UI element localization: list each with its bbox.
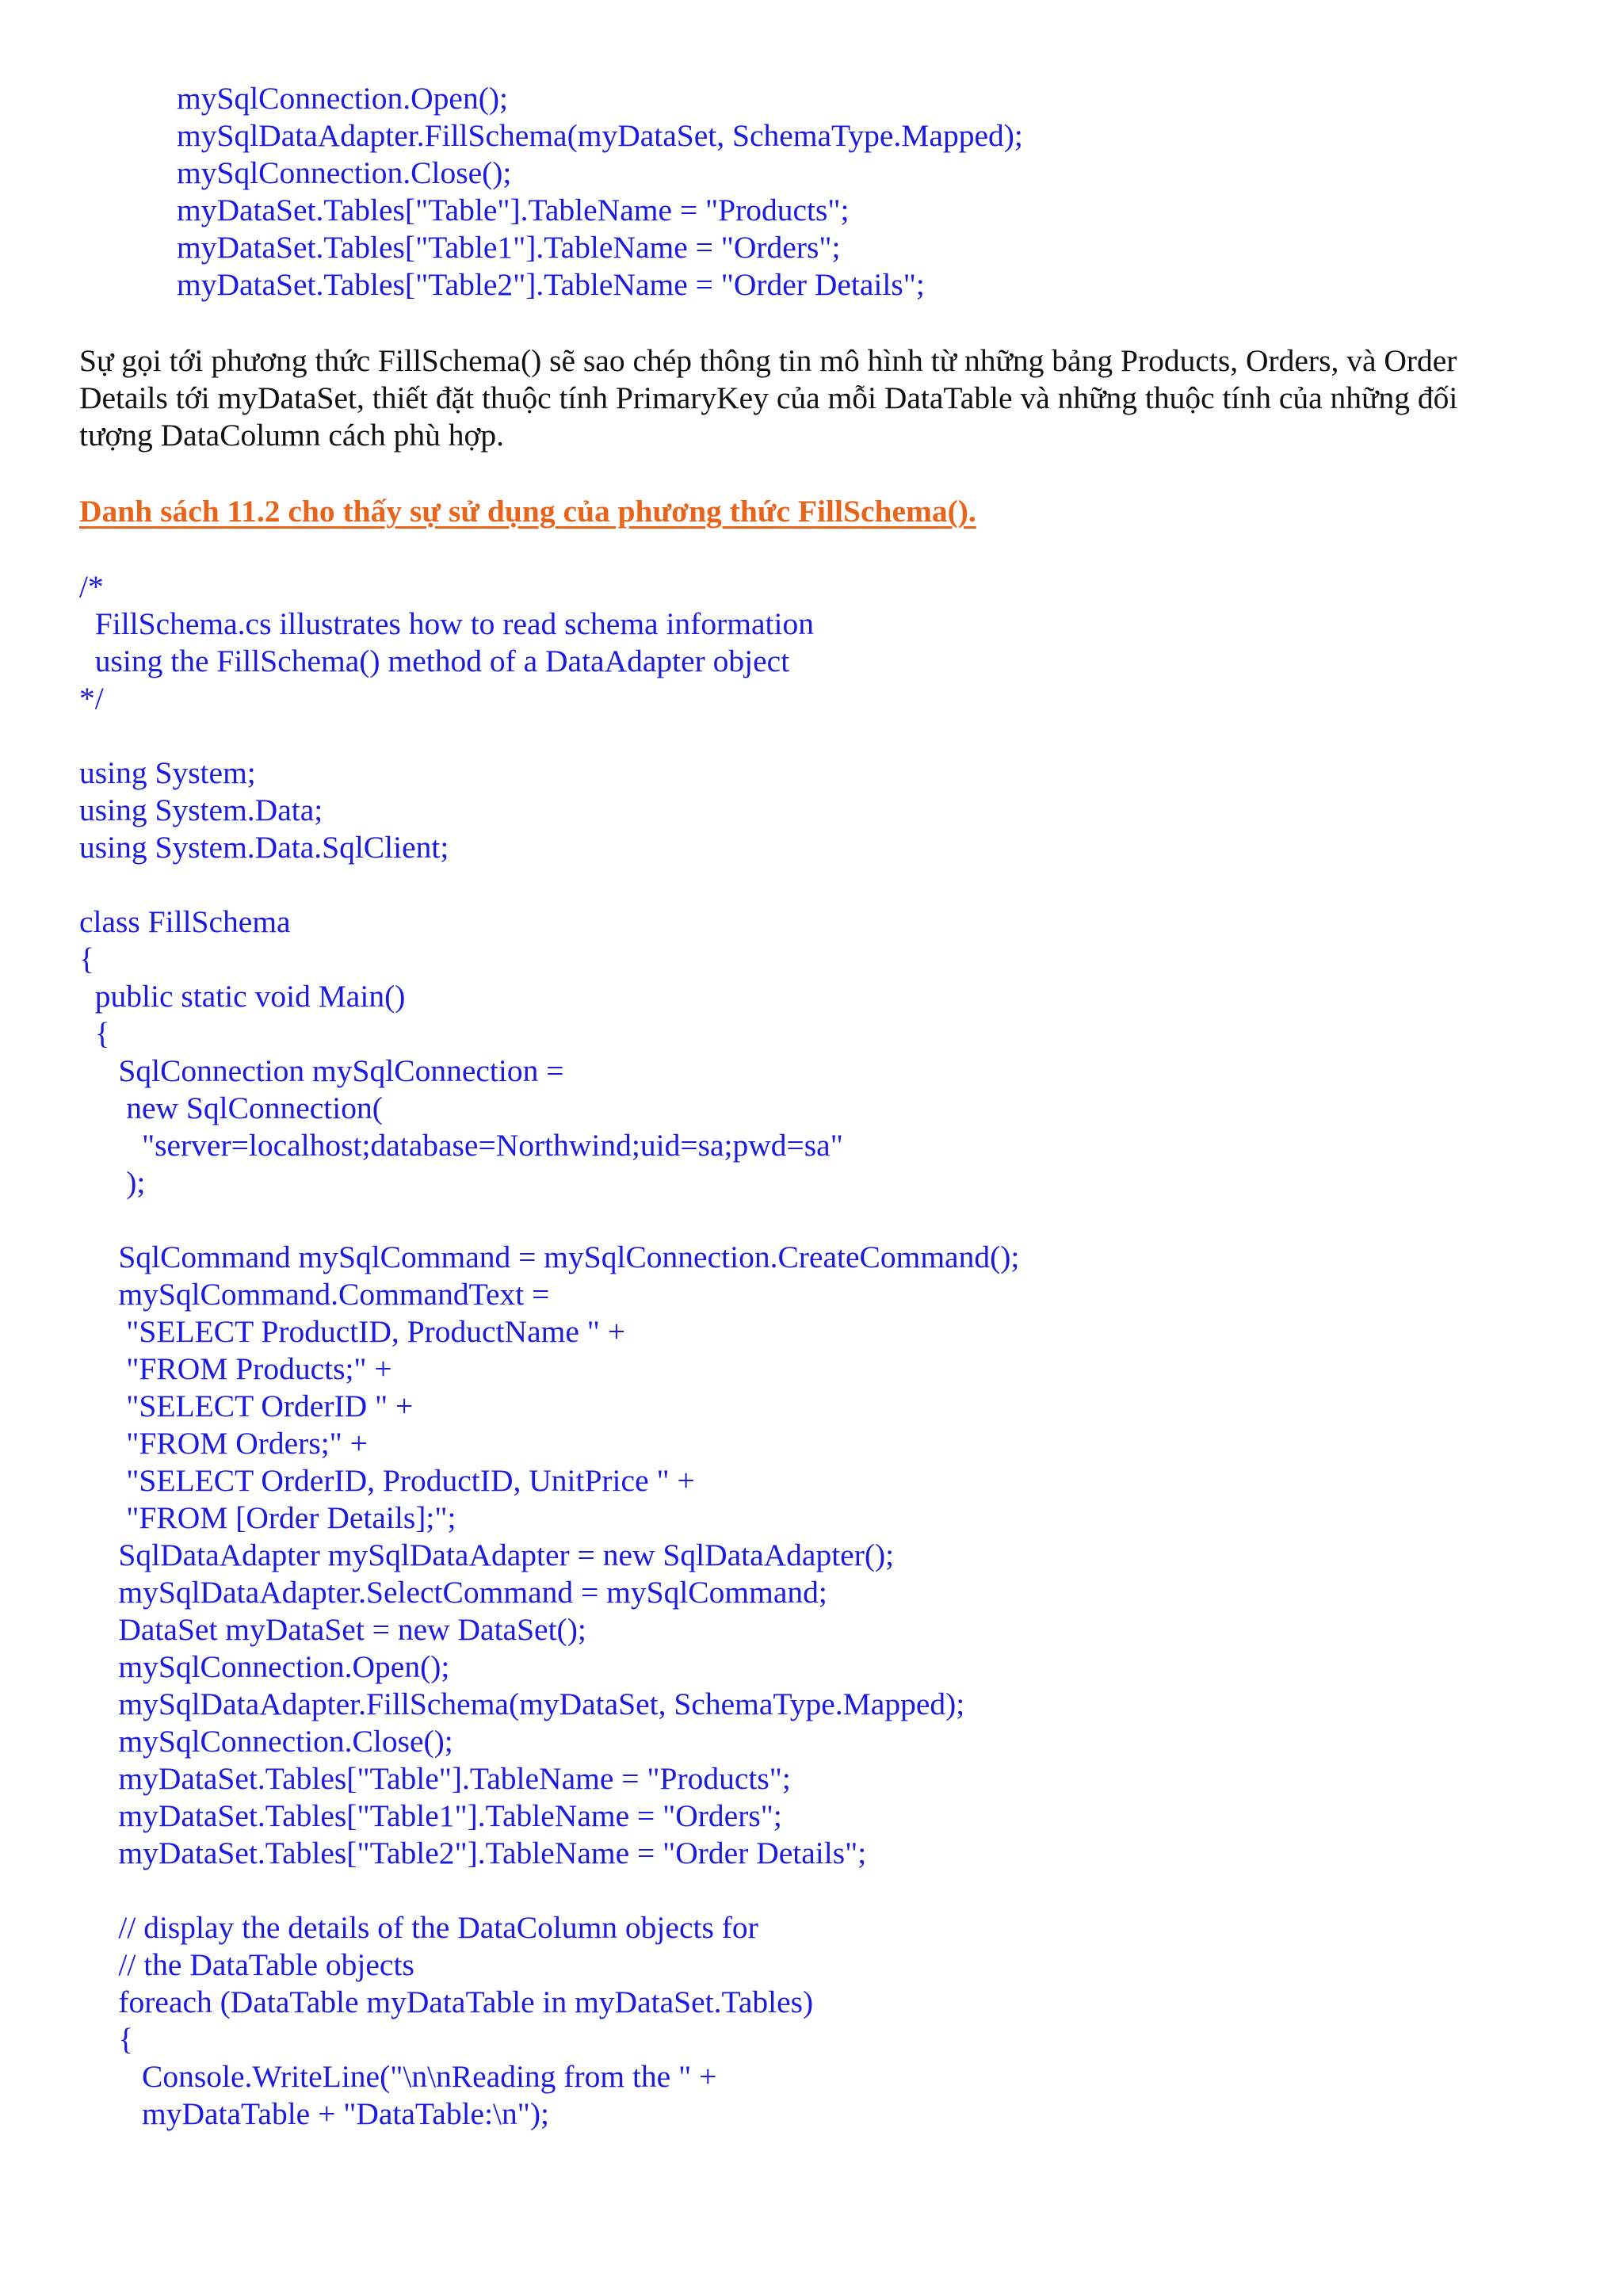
code-line: "FROM [Order Details];"; xyxy=(79,1500,456,1535)
code-line: mySqlDataAdapter.FillSchema(myDataSet, SchemaType.Mapped); xyxy=(177,118,1023,153)
code-line: using System.Data.SqlClient; xyxy=(79,830,449,865)
code-line: SqlDataAdapter mySqlDataAdapter = new SqlDataAdapter(); xyxy=(79,1538,895,1572)
code-line: myDataSet.Tables["Table2"].TableName = "Order Details"; xyxy=(177,267,925,302)
listing-heading: Danh sách 11.2 cho thấy sự sử dụng của phương thức FillSchema(). xyxy=(79,494,976,529)
code-line: foreach (DataTable myDataTable in myDataSet.Tables) xyxy=(79,1985,814,2019)
paragraph-line: tượng DataColumn cách phù hợp. xyxy=(79,418,504,453)
code-line: mySqlConnection.Open(); xyxy=(177,81,508,116)
code-line: "SELECT ProductID, ProductName " + xyxy=(79,1314,626,1349)
code-line: */ xyxy=(79,681,104,716)
code-line: class FillSchema xyxy=(79,904,291,939)
code-line: myDataTable + "DataTable:\n"); xyxy=(79,2096,550,2131)
code-line: myDataSet.Tables["Table"].TableName = "Products"; xyxy=(79,1761,791,1796)
code-line: "FROM Products;" + xyxy=(79,1351,392,1386)
code-line: myDataSet.Tables["Table1"].TableName = "Orders"; xyxy=(177,230,841,265)
paragraph-line: Sự gọi tới phương thức FillSchema() sẽ sao chép thông tin mô hình từ những bảng Products, Orders, và Order xyxy=(79,343,1457,378)
code-line: mySqlDataAdapter.SelectCommand = mySqlCommand; xyxy=(79,1575,827,1610)
code-line: mySqlConnection.Close(); xyxy=(79,1724,453,1759)
code-line: DataSet myDataSet = new DataSet(); xyxy=(79,1612,586,1647)
paragraph-line: Details tới myDataSet, thiết đặt thuộc tính PrimaryKey của mỗi DataTable và những thuộc tính của những đối xyxy=(79,380,1458,415)
code-line: // the DataTable objects xyxy=(79,1947,414,1982)
code-line: "server=localhost;database=Northwind;uid=sa;pwd=sa" xyxy=(79,1128,843,1163)
code-line: "SELECT OrderID " + xyxy=(79,1389,414,1423)
code-line: using System; xyxy=(79,755,256,790)
code-line: public static void Main() xyxy=(79,979,406,1014)
code-line: myDataSet.Tables["Table"].TableName = "Products"; xyxy=(177,193,850,227)
code-line: ); xyxy=(79,1165,146,1200)
code-line: myDataSet.Tables["Table2"].TableName = "Order Details"; xyxy=(79,1836,867,1870)
code-line: mySqlDataAdapter.FillSchema(myDataSet, SchemaType.Mapped); xyxy=(79,1687,965,1721)
code-line: mySqlConnection.Open(); xyxy=(79,1649,450,1684)
code-line: "FROM Orders;" + xyxy=(79,1426,368,1461)
code-line: { xyxy=(79,2022,134,2057)
code-line: FillSchema.cs illustrates how to read schema information xyxy=(79,606,814,641)
code-line: // display the details of the DataColumn objects for xyxy=(79,1910,758,1945)
code-line: mySqlConnection.Close(); xyxy=(177,155,512,190)
code-line: new SqlConnection( xyxy=(79,1091,383,1125)
code-line: Console.WriteLine("\n\nReading from the " + xyxy=(79,2059,717,2094)
code-line: SqlConnection mySqlConnection = xyxy=(79,1053,564,1088)
code-line: { xyxy=(79,1016,110,1051)
code-line: using System.Data; xyxy=(79,793,323,827)
code-line: using the FillSchema() method of a DataAdapter object xyxy=(79,644,790,678)
code-line: SqlCommand mySqlCommand = mySqlConnection.CreateCommand(); xyxy=(79,1240,1020,1274)
code-line: /* xyxy=(79,569,104,604)
code-line: "SELECT OrderID, ProductID, UnitPrice " + xyxy=(79,1463,695,1498)
code-line: mySqlCommand.CommandText = xyxy=(79,1277,550,1312)
code-line: myDataSet.Tables["Table1"].TableName = "Orders"; xyxy=(79,1798,782,1833)
code-line: { xyxy=(79,942,94,976)
